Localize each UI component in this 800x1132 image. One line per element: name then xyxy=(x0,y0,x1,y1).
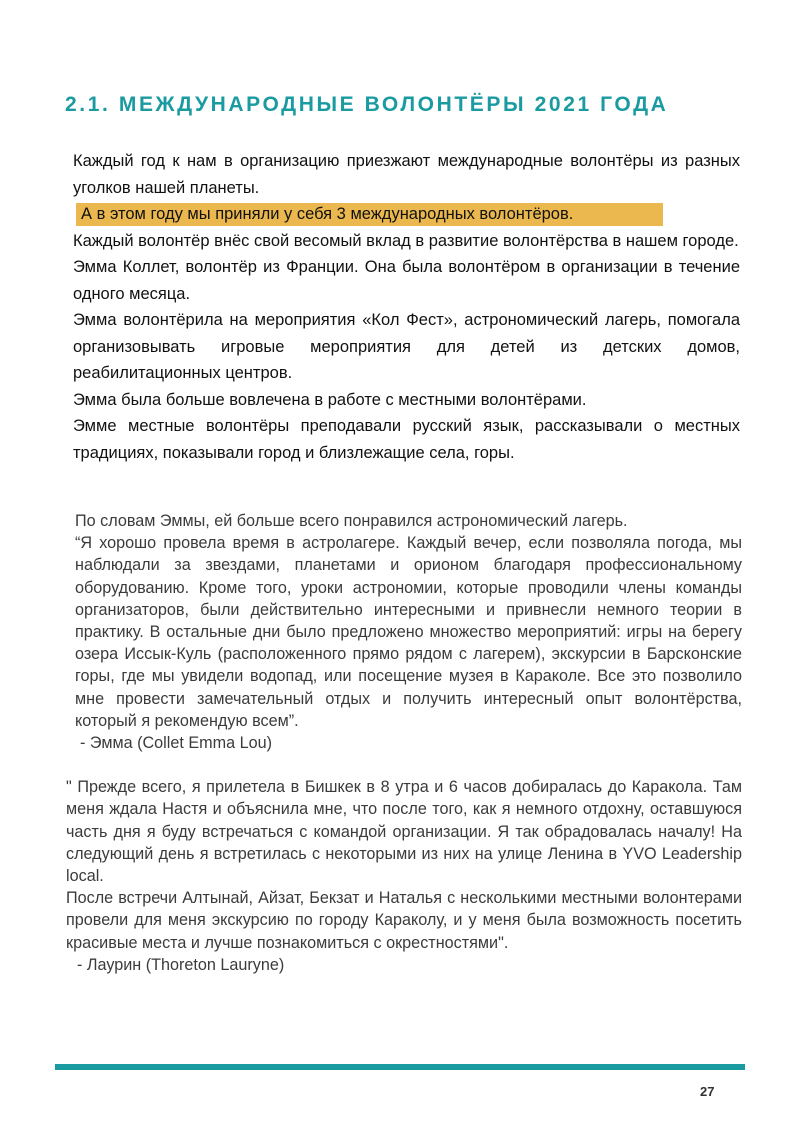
highlighted-line xyxy=(73,201,740,228)
emma-quote-intro: По словам Эммы, ей больше всего понравился астрономический лагерь. xyxy=(75,512,628,530)
section-heading: 2.1. МЕЖДУНАРОДНЫЕ ВОЛОНТЁРЫ 2021 ГОДА xyxy=(65,93,669,116)
intro-text-block xyxy=(73,148,740,466)
intro-paragraph: Эмма волонтёрила на мероприятия «Кол Фест», астрономический лагерь, помогала организовывать игровые мероприятия для детей из детских домов, реабилитационных центров. xyxy=(73,311,740,382)
intro-paragraph: Эмма была больше вовлечена в работе с местными волонтёрами. xyxy=(73,390,587,409)
intro-paragraph: Эмме местные волонтёры преподавали русский язык, рассказывали о местных традициях, показывали город и близлежащие села, горы. xyxy=(73,417,740,462)
footer-rule xyxy=(55,1064,745,1070)
emma-quote-text: “Я хорошо провела время в астролагере. Каждый вечер, если позволяла погода, мы наблюдали за звездами, планетами и орионом благодаря профессиональному оборудованию. Кроме того, уроки астрономии, которые проводили члены команды организаторов, были действительно интересными и привнесли немного теории в практику. В остальные дни было предложено множество мероприятий: игры на берегу озера Иссык-Куль (расположенного прямо рядом с лагерем), экскурсии в Барсконские горы, где мы увидели водопад, или посещение музея в Караколе. Все это позволило мне провести замечательный отдых и получить интересный опыт волонтёрства, который я рекомендую всем”. xyxy=(75,534,742,730)
laurine-quote-text-continued: После встречи Алтынай, Айзат, Бекзат и Наталья с несколькими местными волонтерами провели для меня экскурсию по городу Караколу, и у меня была возможность посетить красивые места и лучше познакомиться с окрестностями". xyxy=(66,889,742,952)
intro-paragraph: Эмма Коллет, волонтёр из Франции. Она была волонтёром в организации в течение одного месяца. xyxy=(73,258,740,303)
intro-paragraph: Каждый год к нам в организацию приезжают международные волонтёры из разных уголков нашей планеты. xyxy=(73,152,740,197)
highlighted-sentence: А в этом году мы приняли у себя 3 международных волонтёров. xyxy=(81,205,574,223)
laurine-signature: - Лаурин (Thoreton Lauryne) xyxy=(77,955,285,974)
laurine-quote-text: " Прежде всего, я прилетела в Бишкек в 8 утра и 6 часов добиралась до Каракола. Там меня ждала Настя и объяснила мне, что после того, как я немного отдохну, оставшуюся часть дня я буду встречаться с командой организации. Я так обрадовалась началу! На следующий день я встретилась с некоторыми из них на улице Ленина в YVO Leadership local. xyxy=(66,778,742,886)
testimonials-block xyxy=(66,510,742,976)
intro-paragraph: Каждый волонтёр внёс свой весомый вклад в развитие волонтёрства в нашем городе. xyxy=(73,231,739,250)
page-number: 27 xyxy=(700,1084,715,1099)
emma-signature: - Эмма (Collet Emma Lou) xyxy=(80,734,273,753)
paragraph-spacer xyxy=(66,754,742,776)
